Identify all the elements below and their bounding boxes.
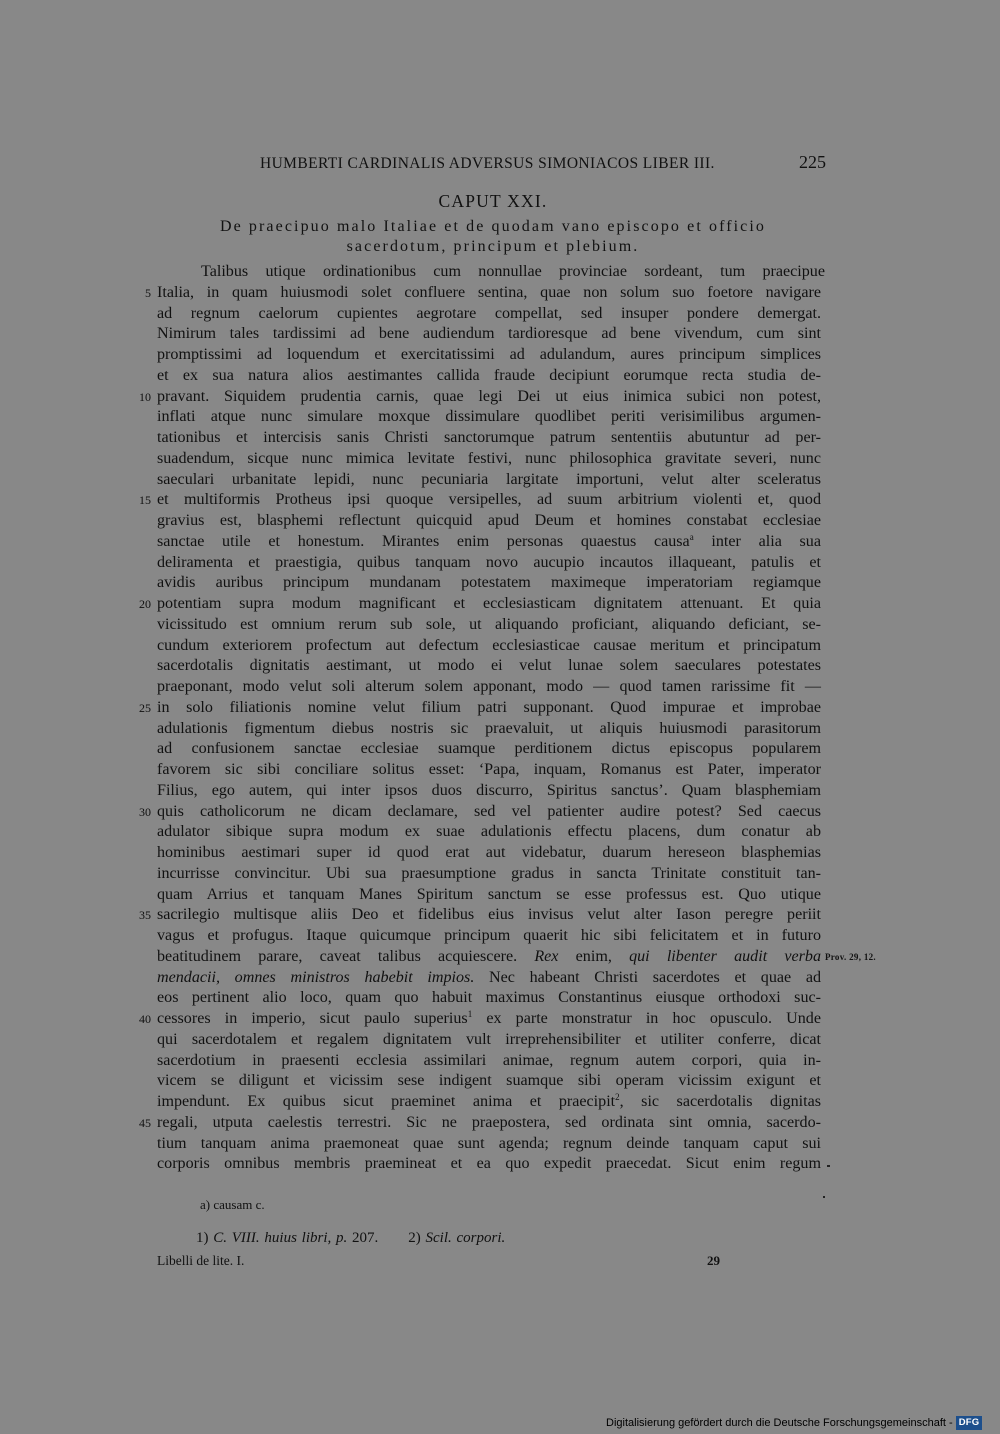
line-text: [157, 1009, 821, 1030]
text-line: [0, 1009, 1000, 1030]
text-line: [0, 656, 1000, 677]
text-line: [0, 387, 1000, 408]
line-text: [157, 947, 821, 968]
print-speck: [827, 1165, 830, 1167]
line-text: [157, 968, 821, 989]
text-line: [0, 1051, 1000, 1072]
text-line: [0, 1092, 1000, 1113]
line-number: 15: [139, 493, 151, 508]
italic-quote: mendacii, omnes ministros habebit impios.: [157, 968, 475, 986]
text-line: [0, 822, 1000, 843]
running-header: [150, 152, 826, 179]
text-line: [0, 636, 1000, 657]
text-line: [0, 905, 1000, 926]
line-text: [157, 532, 821, 553]
text-segment: impendunt. Ex quibus sicut praeminet anima et praecipit: [157, 1093, 616, 1110]
line-text: sacrilegio multisque aliis Deo et fidelibus eius invisus velut alter Iason peregre periit: [157, 906, 821, 924]
footnote-marker: 2: [615, 1092, 620, 1102]
line-text: sacerdotium in praesenti ecclesia assimilari animae, regnum autem corpori, quia in-: [157, 1051, 821, 1069]
line-number: 30: [139, 804, 151, 819]
line-text: vicem se diligunt et vicissim sese indigent suamque sibi operam vicissim exigunt et: [157, 1072, 821, 1090]
text-line: [0, 407, 1000, 428]
line-number: 20: [139, 597, 151, 611]
text-line: [0, 345, 1000, 366]
sheet-number: 29: [707, 1253, 720, 1268]
chapter-subtitle-line: sacerdotum, principum et plebium.: [346, 238, 640, 255]
text-line: [0, 968, 1000, 989]
line-text: ad regnum caelorum cupientes aegrotare compellat, sed insuper pondere demergat.: [157, 304, 821, 322]
text-line: [0, 490, 1000, 511]
text-line: [0, 594, 1000, 615]
text-line: [0, 615, 1000, 636]
text-line: [0, 1071, 1000, 1092]
text-segment: enim,: [558, 947, 630, 965]
line-text: [157, 1092, 821, 1113]
chapter-subtitle-line: De praecipuo malo Italiae et de quodam vano episcopo et officio: [219, 218, 767, 235]
italic-quote: Rex: [534, 947, 559, 965]
text-line: [0, 304, 1000, 325]
line-text: deliramenta et praestigia, quibus tanquam novo aucupio incautos illaqueant, patulis et: [157, 553, 821, 571]
line-text: eos pertinent alio loco, quam quo habuit maximus Constantinus eiusque orthodoxi suc-: [157, 989, 821, 1007]
line-number: 45: [139, 1115, 151, 1130]
printer-signature: Libelli de lite. I.: [157, 1253, 245, 1268]
line-text: saeculari urbanitate lepidi, nunc pecuniaria largitate importuni, velut alter sceleratus: [157, 470, 821, 488]
text-line: [0, 698, 1000, 719]
line-text: adulator sibique supra modum ex suae adulationis effectu placens, dum conatur ab: [157, 823, 821, 841]
line-text: et multiformis Protheus ipsi quoque versipelles, ad suum arbitrium violenti et, quod: [157, 491, 821, 509]
footnotes: [196, 1230, 505, 1247]
line-text: sacerdotalis dignitatis aestimant, ut modo ei velut lunae solem saeculares potestates: [157, 657, 821, 675]
line-text: suadendum, sicque nunc mimica levitate festivi, nunc philosophica gravitate severi, nunc: [157, 449, 821, 467]
text-line: [0, 283, 1000, 304]
line-text: cundum exteriorem profectum aut defectum ecclesiasticae causae meritum et principatum: [157, 636, 821, 654]
line-number: 25: [139, 700, 151, 715]
text-line: [0, 947, 1000, 968]
text-segment: sanctae utile et honestum. Mirantes enim personas quaestus causa: [157, 532, 690, 550]
line-text: vicissitudo est omnium rerum sub sole, ut aliquando proficiant, aliquando deficiant, se-: [157, 615, 821, 633]
line-number: 5: [145, 285, 151, 300]
footnote-variant: a) causam c.: [200, 1197, 265, 1212]
text-line: [0, 1030, 1000, 1051]
text-line: [0, 262, 1000, 283]
line-text: avidis auribus principum mundanam potestatem maximeque imperatoriam regiamque: [157, 574, 821, 592]
text-line: [0, 677, 1000, 698]
text-line: [0, 324, 1000, 345]
text-line: [0, 1134, 1000, 1155]
text-line: [0, 366, 1000, 387]
text-line: [0, 739, 1000, 760]
text-line: [0, 760, 1000, 781]
text-line: [0, 553, 1000, 574]
footnote-marker: 1: [467, 1009, 473, 1019]
line-number: 10: [139, 389, 151, 404]
text-line: [0, 1154, 1000, 1175]
text-line: [0, 802, 1000, 823]
footnote-marker: a: [689, 531, 694, 542]
text-segment: Nec habeant Christi sacerdotes et quae ad: [474, 968, 822, 986]
line-text: inflati atque nunc simulare moxque dissimulare quodlibet periti verisimilibus argumen-: [157, 408, 821, 426]
text-line: [0, 781, 1000, 802]
line-text: ad confusionem sanctae ecclesiae suamque perditionem dictus episcopus popularem: [157, 740, 821, 758]
text-segment: beatitudinem parare, caveat talibus acquiescere.: [157, 947, 535, 965]
text-line: [0, 1113, 1000, 1134]
line-text: Italia, in quam huiusmodi solet confluere sentina, quae non solum suo foetore navigare: [157, 283, 821, 301]
text-line: [0, 988, 1000, 1009]
line-text: pravant. Siquidem prudentia carnis, quae legi Dei ut eius inimica subici non potest,: [157, 387, 821, 405]
line-text: hominibus aestimari super id quod erat aut videbatur, duarum hereseon blasphemias: [157, 844, 821, 861]
line-number: 40: [139, 1012, 151, 1026]
line-number: 35: [139, 908, 151, 923]
line-text: vagus et profugus. Itaque quicumque principum quaerit hic sibi felicitatem et in futuro: [157, 927, 821, 944]
text-line: [0, 449, 1000, 470]
footnote-1: 1) C. VIII. huius libri, p. 207.: [196, 1230, 379, 1246]
page-number: 225: [799, 152, 826, 172]
margin-reference: Prov. 29, 12.: [825, 951, 876, 962]
text-line: [0, 470, 1000, 491]
line-text: in solo filiationis nomine velut filium patri supponant. Quod impurae et improbae: [157, 698, 821, 716]
chapter-subtitle: [150, 217, 836, 257]
line-text: potentiam supra modum magnificant et ecclesiasticam dignitatem attenuant. Et quia: [157, 595, 821, 612]
dfg-credit: [606, 1415, 982, 1431]
italic-quote: qui libenter audit verba: [629, 947, 822, 965]
line-text: incurrisse convincitur. Ubi sua praesumptione gradus in sancta Trinitate constituit tan-: [157, 864, 821, 882]
text-line: [0, 573, 1000, 594]
text-segment: inter alia sua: [693, 532, 821, 550]
line-text: quam Arrius et tanquam Manes Spiritum sanctum se esse professus est. Quo utique: [157, 885, 821, 903]
line-text: promptissimi ad loquendum et exercitatissimi ad adulandum, aures principum simplices: [157, 346, 821, 363]
line-text: et ex sua natura alios aestimantes callida fraude decipiunt eorumque recta studia de-: [157, 366, 821, 384]
text-segment: ex parte monstratur in hoc opusculo. Unde: [472, 1010, 821, 1027]
print-speck: [823, 1196, 825, 1198]
text-line: [0, 511, 1000, 532]
line-text: gravius est, blasphemi reflectunt quicquid apud Deum et homines constabat ecclesiae: [157, 512, 821, 529]
line-text: regali, utputa caelestis terrestri. Sic ne praepostera, sed ordinata sint omnia, sacerdo-: [157, 1113, 821, 1131]
text-line: [0, 843, 1000, 864]
chapter-heading: CAPUT XXI.: [438, 191, 548, 211]
line-text: tationibus et intercisis sanis Christi sanctorumque patrum sententiis abutuntur ad per-: [157, 429, 821, 446]
text-segment: , sic sacerdotalis dignitas: [619, 1093, 821, 1110]
line-text: praeponant, modo velut soli alterum solem apponant, modo — quod tamen rarissime fit —: [157, 678, 821, 695]
line-text: adulationis figmentum diebus nostris sic praevaluit, ut aliquis huiusmodi parasitorum: [157, 719, 821, 737]
text-segment: cessores in imperio, sicut paulo superius: [157, 1010, 468, 1027]
text-line: [0, 864, 1000, 885]
text-line: [0, 926, 1000, 947]
line-text: tium tanquam anima praemoneat quae sunt agenda; regnum deinde tanquam caput sui: [157, 1134, 821, 1152]
main-text: [0, 262, 1000, 1175]
text-line: [0, 428, 1000, 449]
line-text: Nimirum tales tardissimi ad bene audiendum tardioresque ad bene vivendum, cum sint: [157, 325, 821, 343]
line-text: corporis omnibus membris praemineat et ea quo expedit praecedat. Sicut enim regum: [157, 1155, 821, 1173]
text-line: [0, 532, 1000, 553]
line-text: qui sacerdotalem et regalem dignitatem vult irreprehensibiliter et utiliter conferre, dicat: [157, 1030, 821, 1048]
footnote-2: 2) Scil. corpori.: [408, 1230, 506, 1246]
line-text: favorem sic sibi conciliare solitus esset: ‘Papa, inquam, Romanus est Pater, imperator: [157, 761, 821, 778]
text-line: [0, 719, 1000, 740]
running-title: HUMBERTI CARDINALIS ADVERSUS SIMONIACOS LIBER III.: [260, 155, 715, 172]
line-text: quis catholicorum ne dicam declamare, sed vel patienter audire potest? Sed caecus: [157, 802, 821, 820]
text-line: [0, 885, 1000, 906]
dfg-logo: DFG: [956, 1416, 983, 1430]
line-text: Talibus utique ordinationibus cum nonnullae provinciae sordeant, tum praecipue: [201, 263, 825, 280]
dfg-credit-text: Digitalisierung gefördert durch die Deutsche Forschungsgemeinschaft -: [606, 1417, 953, 1429]
line-text: Filius, ego autem, qui inter ipsos duos discurro, Spiritus sanctus’. Quam blasphemiam: [157, 781, 821, 799]
